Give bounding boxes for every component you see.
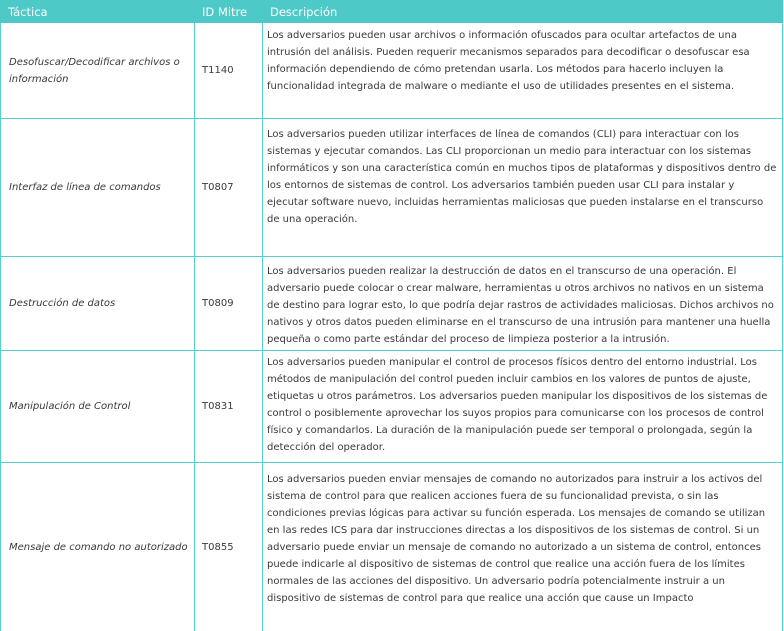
tactic-cell: Mensaje de comando no autorizado xyxy=(1,463,195,631)
table-row xyxy=(1,119,783,257)
description-cell: Los adversarios pueden realizar la destrucción de datos en el transcurso de una operación. El adversario puede colocar o crear malware, herramientas u otros archivos no nativos en un sistema de destino para lograr esto, lo que podría dejar rastros de actividades maliciosas. Dichos archivos no nativos y otros datos pueden eliminarse en el transcurso de una intrusión para mantener una huella pequeña o como parte estándar del proceso de limpieza posterior a la intrusión. xyxy=(263,257,783,351)
description-cell: Los adversarios pueden enviar mensajes de comando no autorizados para instruir a los activos del sistema de control para que realicen acciones fuera de su funcionalidad prevista, o sin las condiciones previas lógicas para activar su función esperada. Los mensajes de comando se utilizan en las redes ICS para dar instrucciones directas a los dispositivos de los sistemas de control. Si un adversario puede enviar un mensaje de comando no autorizado a un sistema de control, entonces puede indicarle al dispositivo de sistemas de control que realice una acción fuera de los límites normales de las acciones del dispositivo. Un adversario podría potencialmente instruir a un dispositivo de sistemas de control para que realice una acción que cause un Impacto xyxy=(263,463,783,631)
description-cell: Los adversarios pueden manipular el control de procesos físicos dentro del entorno industrial. Los métodos de manipulación del control pueden incluir cambios en los valores de puntos de ajuste, etiquetas u otros parámetros. Los adversarios pueden manipular los dispositivos de los sistemas de control o posiblemente aprovechar los suyos propios para comunicarse con los procesos de control físico y comandarlos. La duración de la manipulación puede ser temporal o prolongada, según la detección del operador. xyxy=(263,351,783,463)
table-row xyxy=(1,257,783,351)
tactic-cell: Interfaz de línea de comandos xyxy=(1,119,195,257)
tactic-cell: Destrucción de datos xyxy=(1,257,195,351)
table-row xyxy=(1,351,783,463)
tactic-cell: Desofuscar/Decodificar archivos o información xyxy=(1,23,195,119)
table-header-row xyxy=(1,1,783,23)
header-mitre-id: ID Mitre xyxy=(195,1,263,23)
description-cell: Los adversarios pueden utilizar interfaces de línea de comandos (CLI) para interactuar con los sistemas y ejecutar comandos. Las CLI proporcionan un medio para interactuar con los sistemas informáticos y son una característica común en muchos tipos de plataformas y dispositivos dentro de los entornos de sistemas de control. Los adversarios también pueden usar CLI para instalar y ejecutar software nuevo, incluidas herramientas maliciosas que pueden instalarse en el transcurso de una operación. xyxy=(263,119,783,257)
tactic-cell: Manipulación de Control xyxy=(1,351,195,463)
mitre-id-cell: T0809 xyxy=(195,257,263,351)
header-tactic: Táctica xyxy=(1,1,195,23)
mitre-id-cell: T0831 xyxy=(195,351,263,463)
mitre-id-cell: T0855 xyxy=(195,463,263,631)
table-row xyxy=(1,23,783,119)
mitre-id-cell: T0807 xyxy=(195,119,263,257)
header-description: Descripción xyxy=(263,1,783,23)
table-row xyxy=(1,463,783,631)
description-cell: Los adversarios pueden usar archivos o información ofuscados para ocultar artefactos de una intrusión del análisis. Pueden requerir mecanismos separados para decodificar o desofuscar esa información dependiendo de cómo pretendan usarla. Los métodos para hacerlo incluyen la funcionalidad integrada de malware o mediante el uso de utilidades presentes en el sistema. xyxy=(263,23,783,119)
mitre-id-cell: T1140 xyxy=(195,23,263,119)
